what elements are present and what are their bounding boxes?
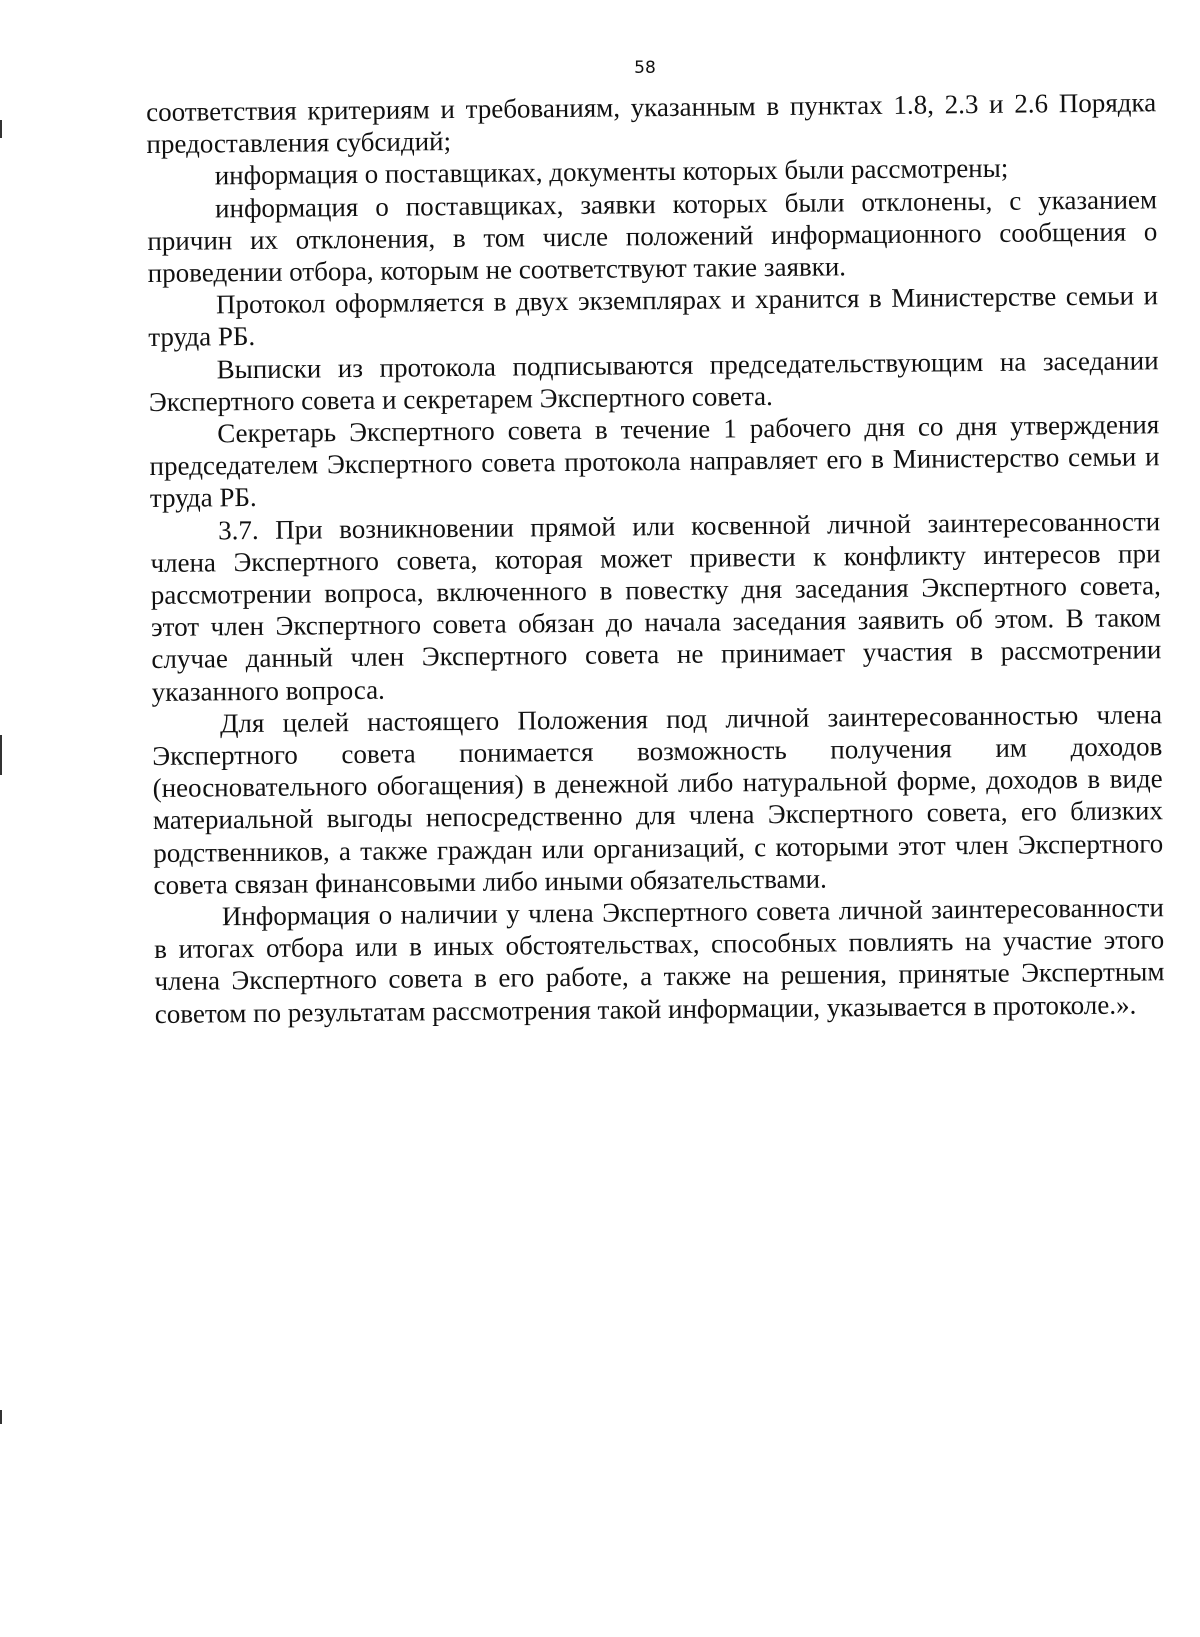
scan-edge-mark [0,120,2,138]
paragraph: Протокол оформляется в двух экземплярах и хранится в Министерстве семьи и труда РБ. [148,280,1159,353]
scan-edge-mark [0,735,2,775]
paragraph: Выписки из протокола подписываются председательствующим на заседании Экспертного совета и секретарем Экспертного совета. [148,344,1159,417]
document-body [146,86,1165,1030]
paragraph: соответствия критериям и требованиям, указанным в пунктах 1.8, 2.3 и 2.6 Порядка предоставления субсидий; [146,87,1157,160]
paragraph: информация о поставщиках, документы которых были рассмотрены; [214,153,1009,191]
paragraph: информация о поставщиках, заявки которых были отклонены, с указанием причин их отклонения, в том числе положений информационного сообщения о проведении отбора, которым не соответствуют такие заявки. [147,183,1158,289]
page-number: 58 [634,58,656,78]
paragraph: Для целей настоящего Положения под личной заинтересованностью члена Экспертного совета понимается возможность получения им доходов (неосновательного обогащения) в денежной либо натуральной форме, доходов в виде материальной выгоды непосредственно для члена Экспертного совета, его близких родственников, а также граждан или организаций, с которыми этот член Экспертного совета связан финансовыми либо иными обязательствами. [152,699,1164,900]
paragraph-section-3-7: 3.7. При возникновении прямой или косвенной личной заинтересованности члена Экспертного совета, которая может привести к конфликту интересов при рассмотрении вопроса, включенного в повестку дня заседания Экспертного совета, этот член Экспертного совета обязан до начала заседания заявить об этом. В таком случае данный член Экспертного совета не принимает участия в рассмотрении указанного вопроса. [150,505,1162,707]
scan-edge-mark [0,1410,2,1424]
paragraph: Информация о наличии у члена Экспертного совета личной заинтересованности в итогах отбора или в иных обстоятельствах, способных повлиять на участие этого члена Экспертного совета в его работе, а также на решения, принятые Экспертным советом по результатам рассмотрения такой информации, указывается в протоколе.». [154,892,1165,1029]
paragraph: Секретарь Экспертного совета в течение 1 рабочего дня со дня утверждения председателем Экспертного совета протокола направляет его в Министерство семьи и труда РБ. [149,409,1160,514]
